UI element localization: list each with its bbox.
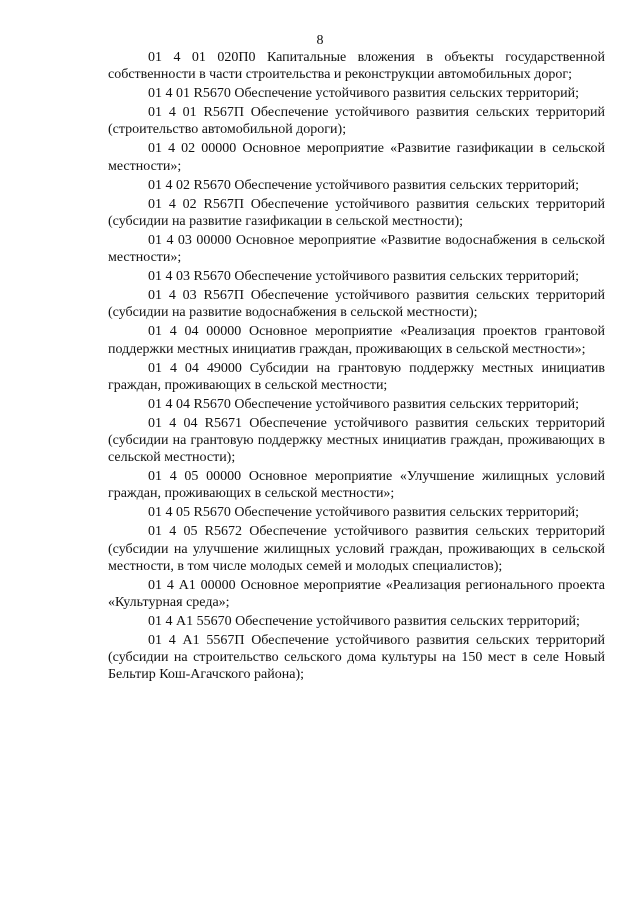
list-item: 01 4 01 R567П Обеспечение устойчивого развития сельских территорий (строительство автомобильной дороги); — [108, 105, 605, 138]
list-item: 01 4 02 00000 Основное мероприятие «Развитие газификации в сельской местности»; — [108, 141, 605, 174]
list-item: 01 4 01 020П0 Капитальные вложения в объекты государственной собственности в части строительства и реконструкции автомобильных дорог; — [108, 50, 605, 83]
list-item: 01 4 04 00000 Основное мероприятие «Реализация проектов грантовой поддержки местных инициатив граждан, проживающих в сельской местности»; — [108, 324, 605, 357]
list-item: 01 4 02 R5670 Обеспечение устойчивого развития сельских территорий; — [148, 177, 580, 193]
list-item: 01 4 03 R5670 Обеспечение устойчивого развития сельских территорий; — [148, 269, 580, 285]
list-item: 01 4 01 R5670 Обеспечение устойчивого развития сельских территорий; — [148, 86, 580, 102]
list-item: 01 4 04 R5671 Обеспечение устойчивого развития сельских территорий (субсидии на грантовую поддержку местных инициатив граждан, проживающих в сельской местности); — [108, 415, 605, 466]
list-item: 01 4 А1 5567П Обеспечение устойчивого развития сельских территорий (субсидии на строительство сельского дома культуры на 150 мест в селе Новый Бельтир Кош-Агачского района); — [108, 633, 605, 683]
list-item: 01 4 05 R5670 Обеспечение устойчивого развития сельских территорий; — [148, 505, 580, 521]
list-item: 01 4 04 49000 Субсидии на грантовую поддержку местных инициатив граждан, проживающих в сельской местности; — [108, 360, 605, 393]
list-item: 01 4 03 00000 Основное мероприятие «Развитие водоснабжения в сельской местности»; — [108, 232, 605, 266]
list-item: 01 4 02 R567П Обеспечение устойчивого развития сельских территорий (субсидии на развитие газификации в сельской местности); — [108, 196, 605, 229]
list-item: 01 4 04 R5670 Обеспечение устойчивого развития сельских территорий; — [148, 396, 580, 412]
document-body — [108, 49, 605, 685]
page-number: 8 — [316, 33, 324, 48]
list-item: 01 4 05 R5672 Обеспечение устойчивого развития сельских территорий (субсидии на улучшение жилищных условий граждан, проживающих в сельской местности, в том числе молодых семей и молодых специалистов); — [108, 524, 605, 574]
list-item: 01 4 А1 55670 Обеспечение устойчивого развития сельских территорий; — [148, 613, 580, 629]
list-item: 01 4 05 00000 Основное мероприятие «Улучшение жилищных условий граждан, проживающих в сельской местности»; — [108, 469, 605, 502]
list-item: 01 4 А1 00000 Основное мероприятие «Реализация регионального проекта «Культурная среда»; — [108, 577, 605, 610]
list-item: 01 4 03 R567П Обеспечение устойчивого развития сельских территорий (субсидии на развитие водоснабжения в сельской местности); — [108, 288, 605, 321]
